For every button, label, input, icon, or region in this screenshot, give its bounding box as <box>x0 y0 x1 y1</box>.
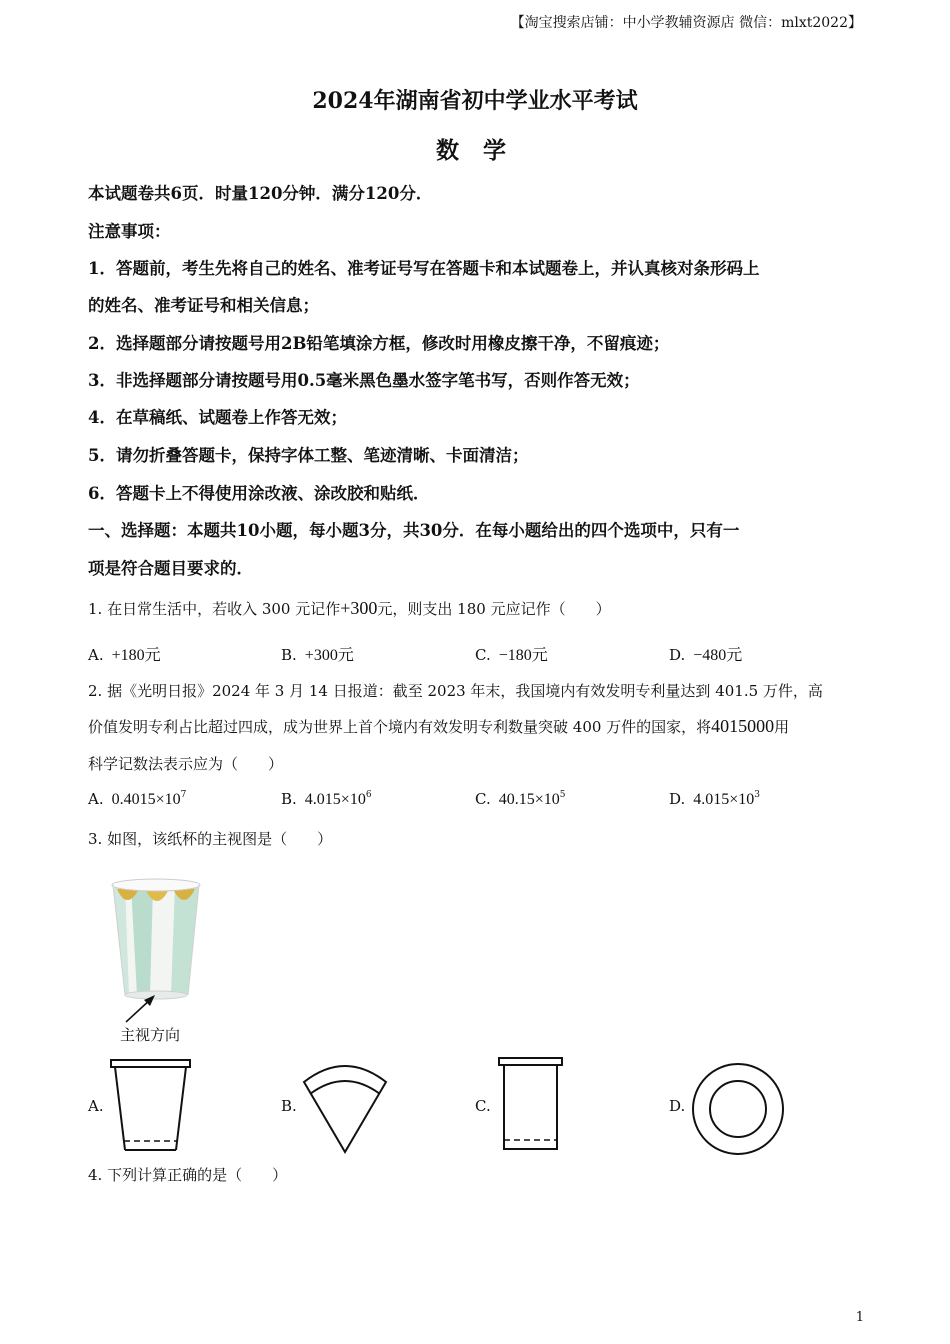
section-heading: 一、选择题：本题共10小题，每小题3分，共30分．在每小题给出的四个选项中，只有一 <box>88 521 740 540</box>
question-2-line1: 2. 据《光明日报》2024 年 3 月 14 日报道：截至 2023 年末，我国境内有效发明专利量达到 401.5 万件，高 <box>88 682 823 700</box>
view-direction-caption: 主视方向 <box>120 1026 181 1044</box>
question-3: 3. 如图，该纸杯的主视图是（ ） <box>88 830 333 848</box>
option-exponent: 3 <box>754 790 761 800</box>
exam-title: 2024年湖南省初中学业水平考试 <box>312 88 638 114</box>
q1-option-b <box>281 642 354 665</box>
option-exponent: 7 <box>180 790 187 800</box>
q1-option-a <box>88 642 161 665</box>
option-base: 4.015×10 <box>693 791 755 808</box>
notice-2: 2．选择题部分请按题号用2B铅笔填涂方框，修改时用橡皮擦干净，不留痕迹； <box>88 334 670 353</box>
q2-option-c <box>475 790 565 809</box>
q3-option-a-label: A. <box>88 1097 104 1115</box>
option-label: B. <box>281 646 297 664</box>
option-value: +180元 <box>111 647 161 664</box>
question-2-line2-before: 价值发明专利占比超过四成，成为世界上首个境内有效发明专利数量突破 400 万件的国家，将 <box>88 718 712 736</box>
notice-1: 1．答题前，考生先将自己的姓名、准考证号写在答题卡和本试题卷上，并认真核对条形码上 <box>88 259 760 278</box>
header-note: 【淘宝搜索店铺：中小学教辅资源店 微信：mlxt2022】 <box>510 15 862 31</box>
option-label: C. <box>475 646 491 664</box>
option-base: 40.15×10 <box>498 791 560 808</box>
option-exponent: 5 <box>559 790 566 800</box>
option-label: A. <box>88 790 104 808</box>
question-1-value: +300 <box>340 598 378 618</box>
page-number: 1 <box>855 1310 864 1325</box>
question-4: 4. 下列计算正确的是（ ） <box>88 1166 288 1184</box>
notice-6: 6．答题卡上不得使用涂改液、涂改胶和贴纸． <box>88 484 430 503</box>
q3-option-c-figure <box>496 1056 566 1152</box>
option-label: A. <box>88 646 104 664</box>
q2-option-a <box>88 790 186 809</box>
section-heading-cont: 项是符合题目要求的． <box>88 559 253 578</box>
question-2-line3: 科学记数法表示应为（ ） <box>88 755 284 773</box>
notice-4: 4．在草稿纸、试题卷上作答无效； <box>88 408 347 427</box>
option-base: 0.4015×10 <box>111 791 181 808</box>
notice-1-cont: 的姓名、准考证号和相关信息； <box>88 296 319 315</box>
option-value: −480元 <box>693 647 743 664</box>
q2-option-d <box>669 790 760 809</box>
q3-option-b-figure <box>300 1054 390 1154</box>
question-2-line2-after: 用 <box>774 718 790 736</box>
notice-3: 3．非选择题部分请按题号用0.5毫米黑色墨水签字笔书写，否则作答无效； <box>88 371 640 390</box>
question-2-line2 <box>88 716 789 737</box>
q3-option-c-label: C. <box>475 1097 491 1115</box>
q3-option-b-label: B. <box>281 1097 297 1115</box>
option-value: +300元 <box>304 647 354 664</box>
q3-option-d-label: D. <box>669 1097 686 1115</box>
notice-title: 注意事项： <box>88 222 171 241</box>
q1-option-d <box>669 642 742 665</box>
q2-option-b <box>281 790 372 809</box>
option-label: D. <box>669 646 686 664</box>
option-label: D. <box>669 790 686 808</box>
option-label: B. <box>281 790 297 808</box>
question-1 <box>88 598 611 619</box>
question-1-after: 元，则支出 180 元应记作（ ） <box>377 600 611 618</box>
subject-title: 数 学 <box>435 137 514 164</box>
notice-5: 5．请勿折叠答题卡，保持字体工整、笔迹清晰、卡面清洁； <box>88 446 529 465</box>
option-value: −180元 <box>498 647 548 664</box>
question-1-before: 1. 在日常生活中，若收入 300 元记作 <box>88 600 341 618</box>
view-direction-arrow <box>120 992 160 1026</box>
q3-option-d-figure <box>690 1061 786 1157</box>
option-base: 4.015×10 <box>304 791 366 808</box>
q1-option-c <box>475 642 548 665</box>
option-label: C. <box>475 790 491 808</box>
question-2-number: 4015000 <box>711 716 775 736</box>
q3-option-a-figure <box>108 1058 193 1153</box>
intro-line: 本试题卷共6页．时量120分钟．满分120分． <box>88 184 433 203</box>
option-exponent: 6 <box>365 790 372 800</box>
